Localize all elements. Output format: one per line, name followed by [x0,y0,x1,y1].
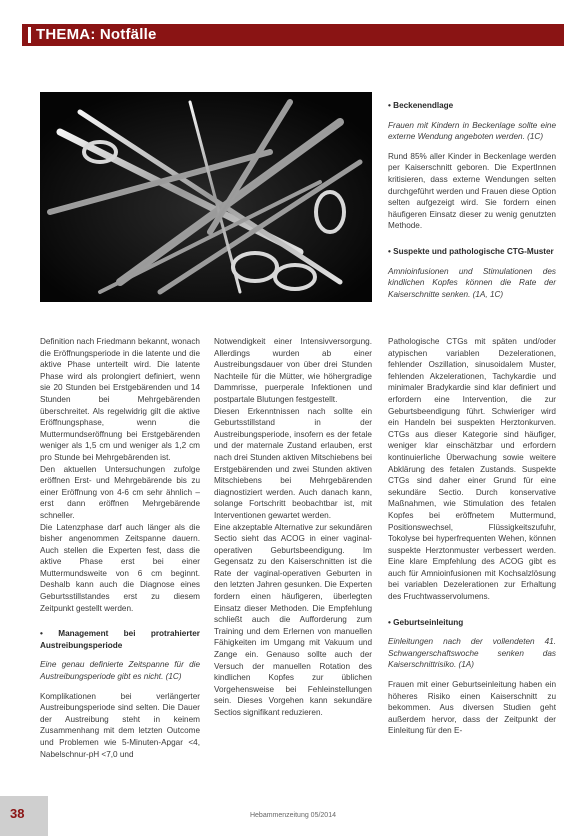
column-1 [40,336,200,768]
body-paragraph: Pathologische CTGs mit späten und/oder atypischen variablen Dezelerationen, fehlender Oszillation, sinusoidalem Muster, fehlenden Akzelerationen, Tachykardie und minimaler Bradykardie sind klar definiert und erfordern eine Intervention, die zur Geburtsbeendigung führt. Schwieriger wird ein Handeln bei suspekten Herztonkurven. CTGs aus dieser Kategorie sind häufiger, weniger klar einschätzbar und erfordern kontinuierliche Überwachung sowie weitere Abklärung des fetalen Zustands. Suspekte CTGs sind daher einer Grund für eine sekundäre Sectio. Durch konservative Maßnahmen, wie Stimulation des fetalen Kopfes bei eröffnetem Muttermund, Positionswechsel, Flüssigkeitszufuhr, Tokolyse bei hyperfrequenten Wehen, können suspekte Herztonmuster verbessert werden. Eine klare Empfehlung des ACOG gibt es auch für Amnioinfusionen mit Kochsalzlösung bei variablen Dezelerationen zur Erhaltung des Fruchtwasservolumens. [388,337,556,602]
body-paragraph: Die Latenzphase darf auch länger als die bisher angenommen Zeitspanne dauern. Auch stellen die Experten fest, dass die aktive Phase erst bei einer Muttermundsweite von 6 cm beginnt. Deshalb kann auch die Diagnose eines Geburtsstillstandes erst zu diesem Zeitpunkt gestellt werden. [40,522,200,613]
body-paragraph: Notwendigkeit einer Intensivversorgung. Allerdings wurden ab einer Austreibungsdauer von über drei Stunden Nachteile für die Mütter, wie höhergradige Dammrisse, puerperale Infektionen und postpartale Blutungen festgestellt. [214,337,372,404]
journal-footer: Hebammenzeitung 05/2014 [249,812,336,819]
body-paragraph: Rund 85% aller Kinder in Beckenlage werden per Kaiserschnitt geboren. Die ExpertInnen kritisieren, dass externe Wendungen selten durchgeführt werden und Frauen diese Option selten aufgezeigt wird. Sie fordern einen häufigeren Einsatz dieser zu wenig genutzten Methode. [388,151,556,231]
section-recommendation: Einleitungen nach der vollendeten 41. Schwangerschaftswoche senken das Kaiserschnittrisiko. (1A) [388,637,556,670]
section-heading: • Management bei protrahierter Austreibungsperiode [40,628,200,651]
body-paragraph: Den aktuellen Untersuchungen zufolge eröffnen Erst- und Mehrgebärende bis zu einer Eröffnung von 4-6 cm sehr ähnlich – erst dann eröffnen Mehrgebärende schneller. [40,464,200,520]
column-2 [214,336,372,727]
body-paragraph: Eine akzeptable Alternative zur sekundären Sectio sieht das ACOG in einer vaginal-operativen Geburtsbeendigung. Im Gegensatz zu den Kaiserschnitten ist die Rate der vaginal-operativen Geburten in den letzten Jahren gesunken. Die Experten fordern einen häufigeren, überlegten Einsatz dieser Methoden. Die Empfehlung schließt auch die Aufforderung zum Training und dem Erlernen von manuellen Fähigkeiten im Umgang mit Vakuum und Zange ein. Genauso sollte auch der Versuch der manuellen Rotation des kindlichen Kopfes zur üblichen Vorgehensweise bei Fehleinstellungen sein. Dieses Vorgehen kann sekundäre Sectios signifikant reduzieren. [214,522,372,717]
surgical-instruments-photo [40,92,372,302]
body-paragraph: Definition nach Friedmann bekannt, wonach die Eröffnungsperiode in die latente und die aktive Phase unterteilt wird. Die latente Phase wird als prolongiert definiert, wenn sie 20 Stunden bei Erstgebärenden und 14 Stunden bei Mehrgebärenden überschreitet. Als regelwidrig gilt die aktive Eröffnungsphase, wenn die Muttermundseröffnung bei Erstgebärenden weniger als 1,5 cm und weniger als 1,2 cm pro Stunde bei Mehrgebärenden ist. [40,337,200,462]
section-recommendation: Eine genau definierte Zeitspanne für die Austreibungsperiode gibt es nicht. (1C) [40,660,200,682]
section-heading: • Suspekte und pathologische CTG-Muster [388,246,556,258]
section-heading: • Beckenendlage [388,100,556,112]
header-marker [28,27,31,43]
body-paragraph: Frauen mit einer Geburtseinleitung haben ein höheres Risiko einen Kaiserschnitt zu bekommen. Aus diversen Studien geht außerdem hervor, dass der Zeitpunkt der Einleitung für den E- [388,680,556,736]
section-heading: • Geburtseinleitung [388,617,556,629]
section-recommendation: Frauen mit Kindern in Beckenlage sollte eine externe Wendung angeboten werden. (1C) [388,120,556,142]
page-number: 38 [10,806,25,821]
right-top-column [388,100,556,308]
body-paragraph: Komplikationen bei verlängerter Austreibungsperiode sind selten. Die Dauer der Austreibung steht in keinem Zusammenhang mit dem letzten Outcome und Problemen wie 5-Minuten-Apgar <4, Nabelschnur-pH <7,0 und [40,691,200,759]
column-3 [388,336,556,745]
section-recommendation: Amnioinfusionen und Stimulationen des kindlichen Kopfes können die Rate der Kaiserschnitte senken. (1A, 1C) [388,266,556,299]
section-title: THEMA: Notfälle [36,26,157,43]
body-paragraph: Diesen Erkenntnissen nach sollte ein Geburtsstillstand in der Austreibungsperiode, insofern es der fetale und der maternale Zustand erlauben, erst nach drei Stunden aktiven Mitschiebens bei Erstgebärenden und zwei Stunden aktiven Mitschiebens bei Mehrgebärenden diagnostiziert werden. Auch danach kann, solange Fortschritt beobachtbar ist, mit Interventionen gewartet werden. [214,406,372,520]
